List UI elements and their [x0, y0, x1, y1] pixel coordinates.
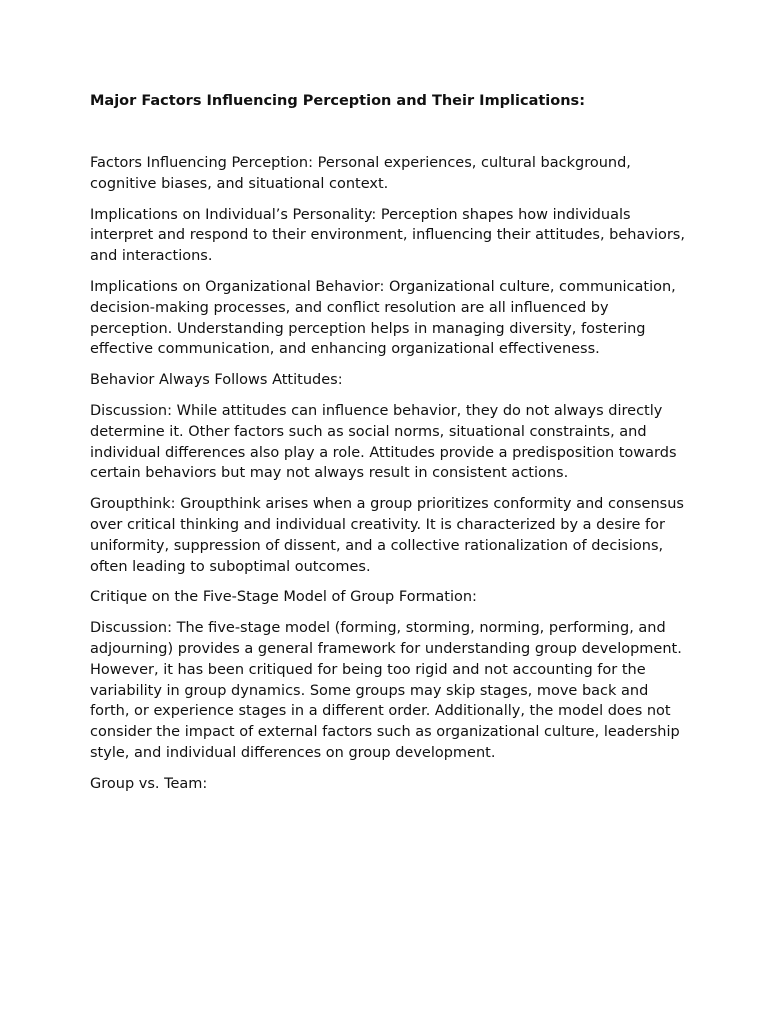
document-body: [90, 153, 690, 805]
heading-five-stage-model-critique: Critique on the Five-Stage Model of Group Formation:: [90, 589, 477, 606]
heading-group-vs-team: Group vs. Team:: [90, 775, 208, 792]
paragraph-attitudes-discussion: Discussion: While attitudes can influence behavior, they do not always directly determine it. Other factors such as social norms, situational constraints, and individual differences also play a role. Attitudes provide a predisposition towards certain behaviors but may not always result in consistent actions.: [90, 402, 677, 482]
paragraph-groupthink: Groupthink: Groupthink arises when a group prioritizes conformity and consensus over critical thinking and individual creativity. It is characterized by a desire for uniformity, suppression of dissent, and a collective rationalization of decisions, often leading to suboptimal outcomes.: [90, 496, 684, 575]
paragraph-implications-personality: Implications on Individual’s Personality: Perception shapes how individuals interpret and respond to their environment, influencing their attitudes, behaviors, and interactions.: [90, 206, 685, 265]
paragraph-implications-organizational-behavior: Implications on Organizational Behavior: Organizational culture, communication, decision-making processes, and conflict resolution are all influenced by perception. Understanding perception helps in managing diversity, fostering effective communication, and enhancing organizational effectiveness.: [90, 278, 676, 358]
document-title: Major Factors Influencing Perception and Their Implications:: [90, 93, 585, 109]
paragraph-factors-influencing-perception: Factors Influencing Perception: Personal experiences, cultural background, cognitive biases, and situational context.: [90, 155, 631, 192]
heading-behavior-follows-attitudes: Behavior Always Follows Attitudes:: [90, 372, 343, 389]
paragraph-five-stage-discussion: Discussion: The five-stage model (forming, storming, norming, performing, and adjourning) provides a general framework for understanding group development. However, it has been critiqued for being too rigid and not accounting for the variability in group dynamics. Some groups may skip stages, move back and forth, or experience stages in a different order. Additionally, the model does not consider the impact of external factors such as organizational culture, leadership style, and individual differences on group development.: [90, 620, 682, 761]
